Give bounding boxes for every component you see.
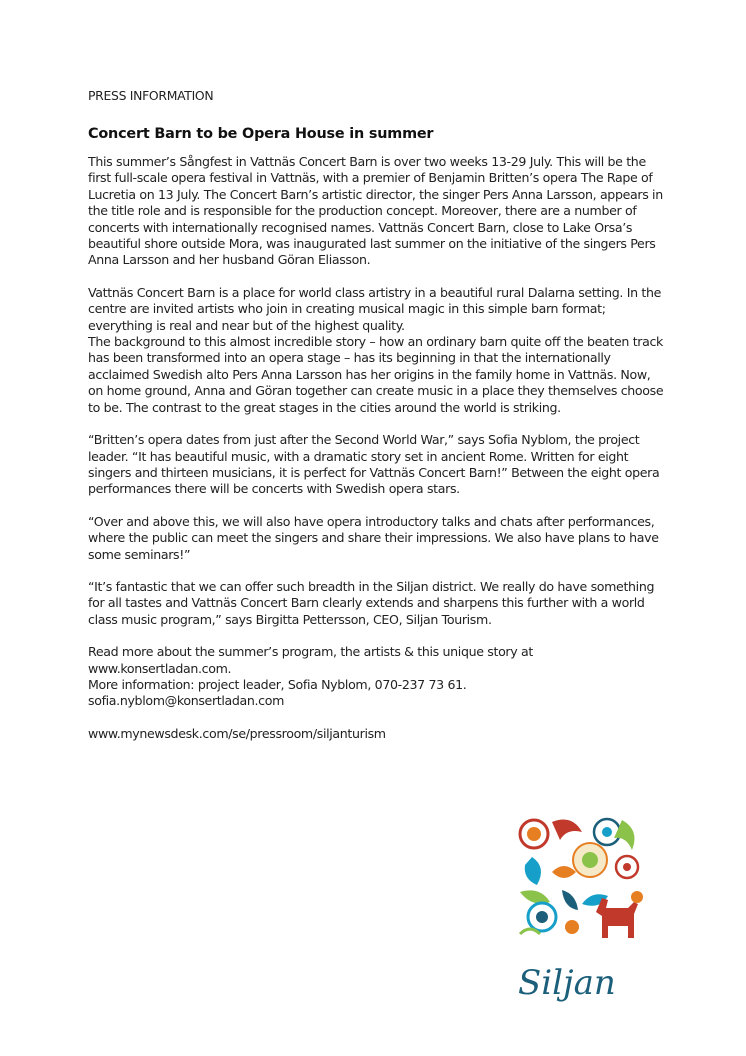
contact-project-leader: More information: project leader, Sofia Nyblom, 070-237 73 61. [88,676,467,692]
contact-block [88,644,668,710]
paragraph-quote-talks: “Over and above this, we will also have opera introductory talks and chats after performances, where the public can meet the singers and share their impressions. We also have plans to have some seminars!” [88,513,659,562]
paragraph-setting: Vattnäs Concert Barn is a place for world class artistry in a beautiful rural Dalarna setting. In the centre are invited artists who join in creating musical magic in this simple barn format; everything is real and near but of the highest quality. [88,284,661,333]
paragraph-quote-britten: “Britten’s opera dates from just after the Second World War,” says Sofia Nyblom, the project leader. “It has beautiful music, with a dramatic story set in ancient Rome. Written for eight singers and thirteen musicians, it is perfect for Vattnäs Concert Barn!” Between the eight opera performances there will be concerts with Swedish opera stars. [88,432,660,497]
paragraph-background: The background to this almost incredible story – how an ordinary barn quite off the beaten track has been transformed into an opera stage – has its beginning in that the internationally acclaimed Swedish alto Pers Anna Larsson has her origins in the family home in Vattnäs. Now, on home ground, Anna and Göran together can create music in a place they themselves choose to be. The contrast to the great stages in the cities around the world is striking. [88,334,664,415]
contact-read-more: Read more about the summer’s program, the artists & this unique story at [88,644,533,660]
press-label: PRESS INFORMATION [88,88,214,103]
folk-art-pattern-icon [517,815,645,943]
paragraph-intro: This summer’s Sångfest in Vattnäs Concert Barn is over two weeks 13-29 July. This will be the first full-scale opera festival in Vattnäs, with a premier of Benjamin Britten’s opera The Rape of Lucretia on 13 July. The Concert Barn’s artistic director, the singer Pers Anna Larsson, appears in the title role and is responsible for the production concept. Moreover, there are a number of concerts with internationally recognised names. Vattnäs Concert Barn, close to Lake Orsa’s beautiful shore outside Mora, was inaugurated last summer on the initiative of the singers Pers Anna Larsson and her husband Göran Eliasson. [88,154,663,268]
press-release [88,88,668,758]
email-link[interactable]: sofia.nyblom@konsertladan.com [88,693,285,709]
siljan-wordmark: Siljan [518,963,616,1003]
konsertladan-link[interactable]: www.konsertladan.com. [88,660,232,676]
page-title: Concert Barn to be Opera House in summer [88,126,434,142]
siljan-logo [512,812,662,1022]
paragraph-quote-tourism: “It’s fantastic that we can offer such breadth in the Siljan district. We really do have something for all tastes and Vattnäs Concert Barn clearly extends and sharpens this further with a world class music program,” says Birgitta Pettersson, CEO, Siljan Tourism. [88,578,655,627]
newsroom-link[interactable]: www.mynewsdesk.com/se/pressroom/siljanturism [88,725,386,741]
